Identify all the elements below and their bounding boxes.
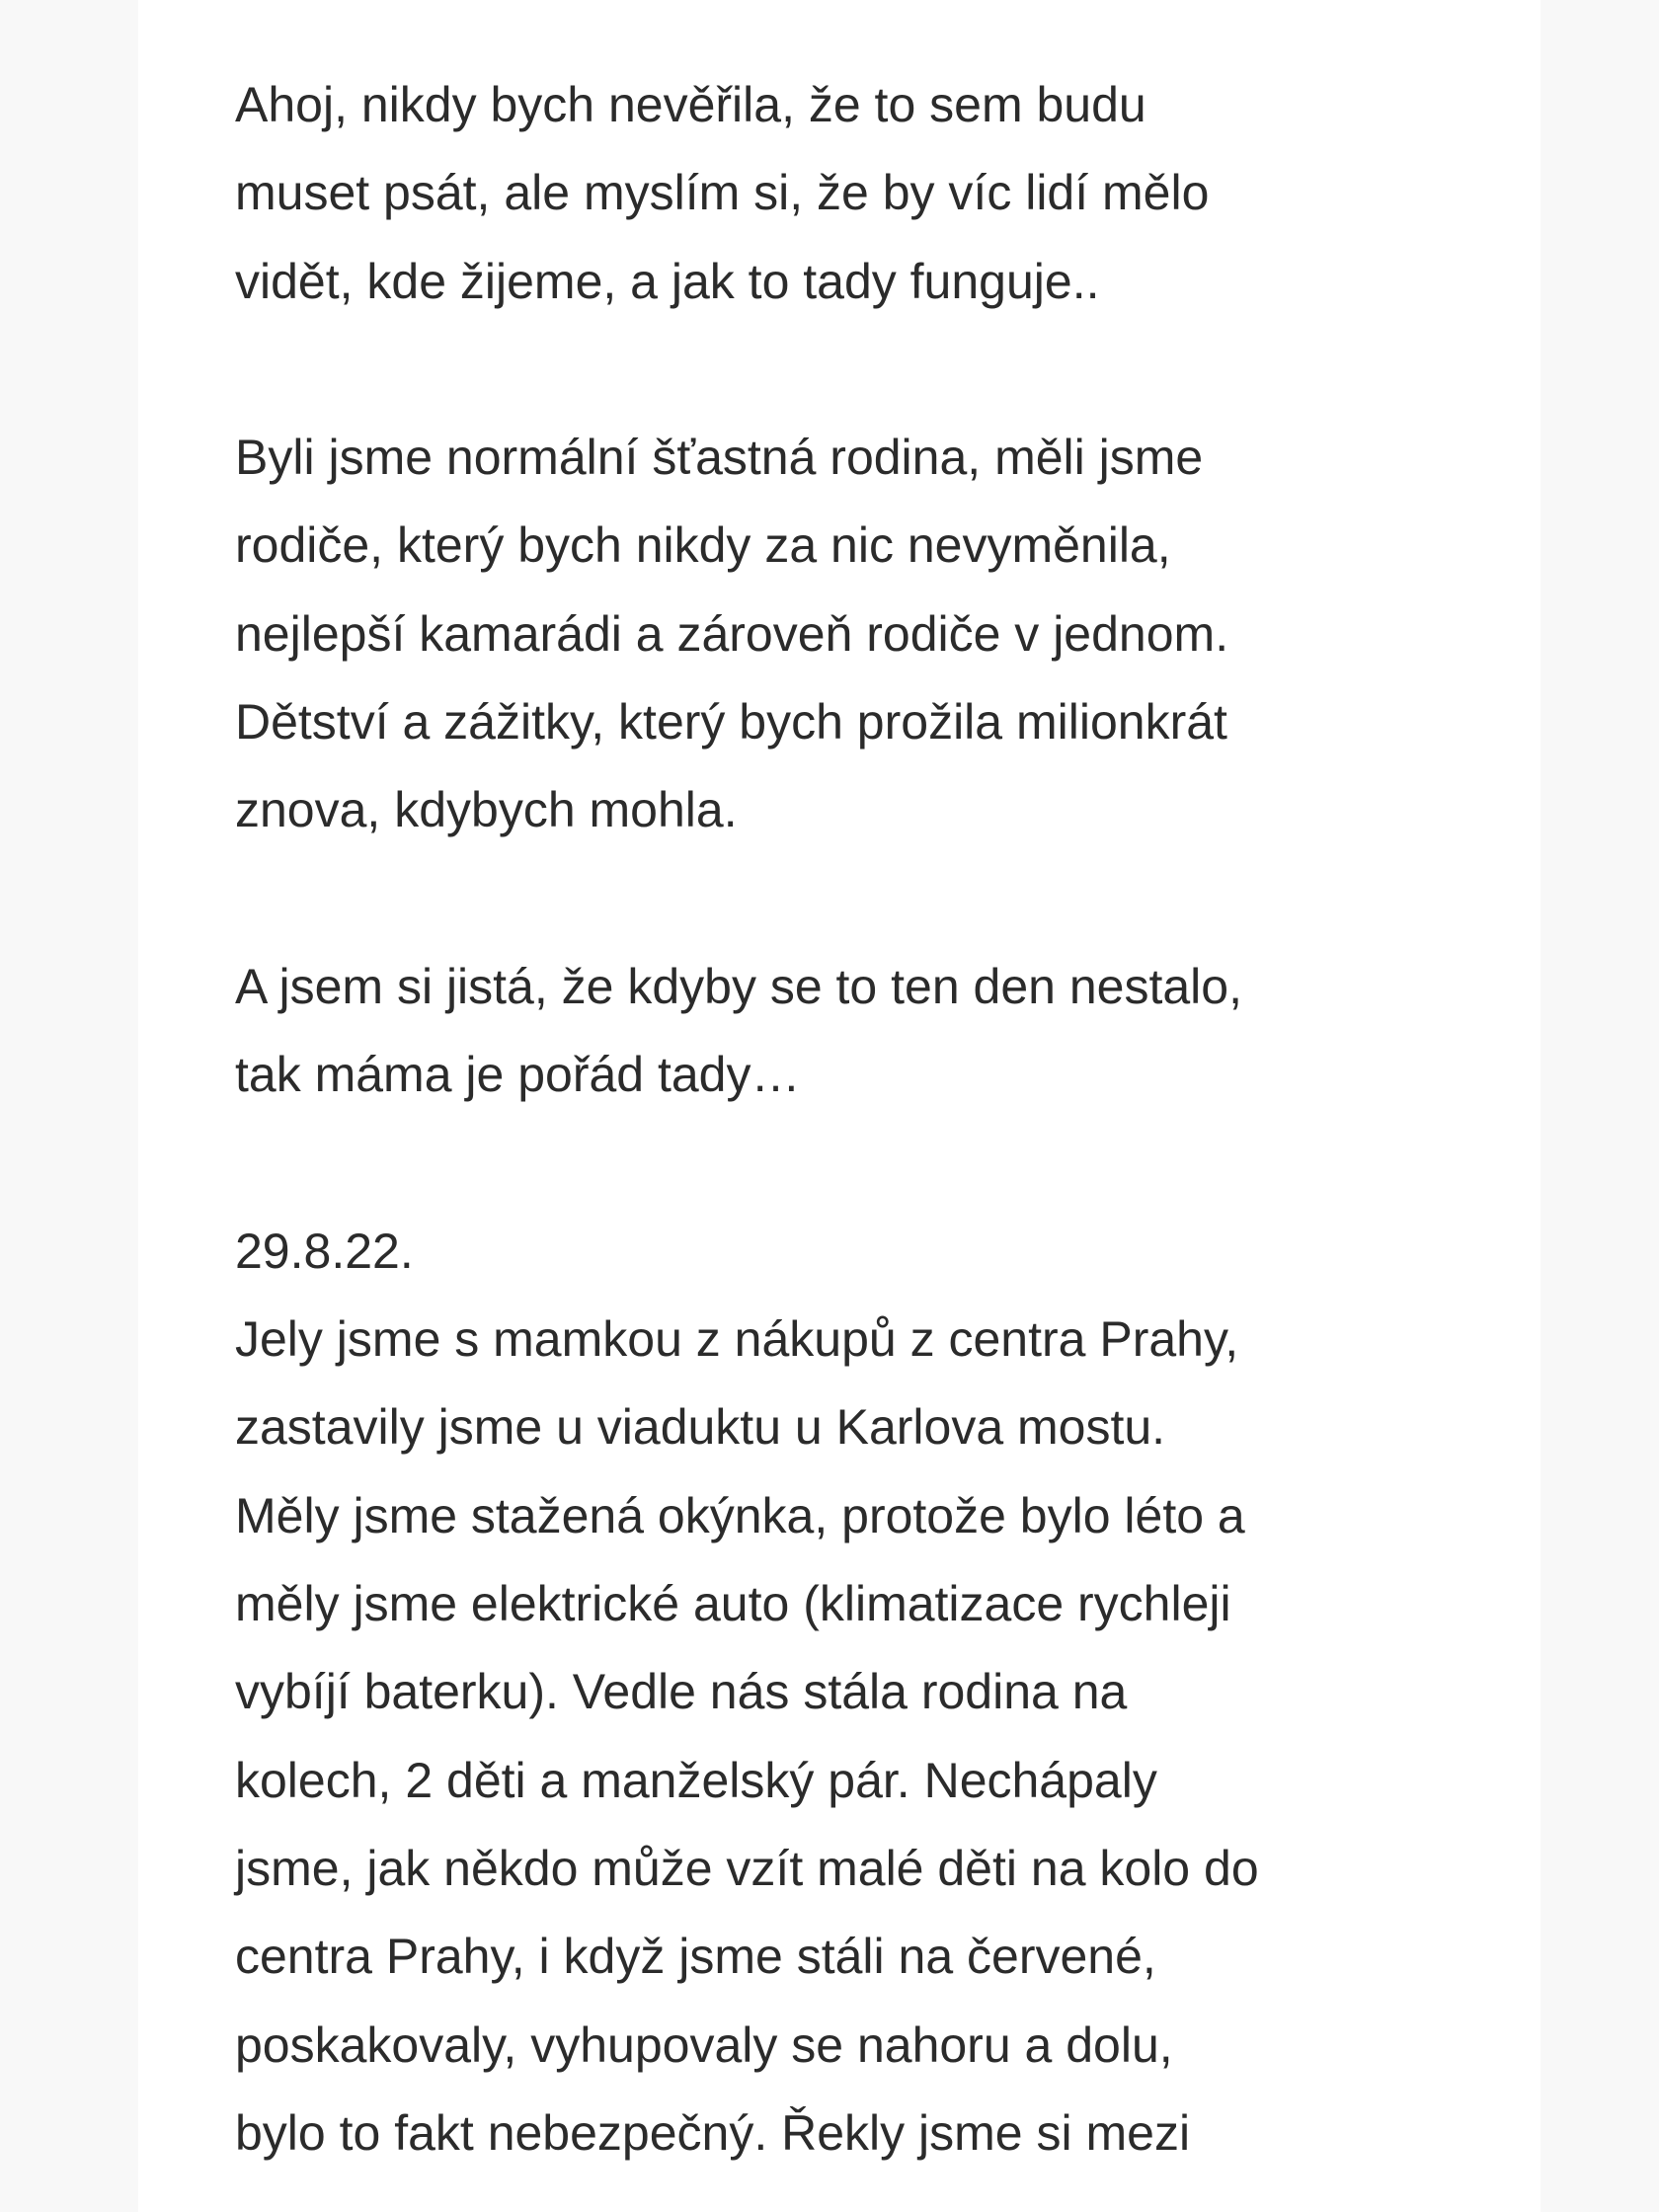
paragraph-family xyxy=(235,414,1469,854)
text-line: zastavily jsme u viaduktu u Karlova mostu. xyxy=(235,1399,1166,1456)
text-line: vidět, kde žijeme, a jak to tady funguje.. xyxy=(235,253,1100,309)
paragraph-mother xyxy=(235,943,1469,1120)
paragraph-story xyxy=(235,1208,1469,2177)
text-line: kolech, 2 děti a manželský pár. Nechápaly xyxy=(235,1752,1157,1808)
text-line: A jsem si jistá, že kdyby se to ten den nestalo, xyxy=(235,958,1242,1014)
text-line: vybíjí baterku). Vedle nás stála rodina na xyxy=(235,1664,1128,1720)
text-line: znova, kdybych mohla. xyxy=(235,782,738,838)
paragraph-gap xyxy=(235,326,1469,414)
text-line: muset psát, ale myslím si, že by víc lidí mělo xyxy=(235,165,1210,221)
text-line: poskakovaly, vyhupovaly se nahoru a dolu, xyxy=(235,2016,1173,2073)
text-line: Měly jsme stažená okýnka, protože bylo léto a xyxy=(235,1487,1245,1543)
text-line: bylo to fakt nebezpečný. Řekly jsme si mezi xyxy=(235,2104,1191,2161)
text-line: jsme, jak někdo může vzít malé děti na kolo do xyxy=(235,1840,1259,1896)
text-line: Jely jsme s mamkou z nákupů z centra Prahy, xyxy=(235,1311,1239,1368)
date-line: 29.8.22. xyxy=(235,1223,414,1279)
text-line: měly jsme elektrické auto (klimatizace rychleji xyxy=(235,1576,1231,1632)
paragraph-greeting xyxy=(235,61,1469,326)
text-line: Ahoj, nikdy bych nevěřila, že to sem budu xyxy=(235,77,1146,132)
paragraph-gap xyxy=(235,855,1469,943)
text-line: Byli jsme normální šťastná rodina, měli jsme xyxy=(235,430,1204,486)
text-line: centra Prahy, i když jsme stáli na červené, xyxy=(235,1929,1156,1985)
text-line: rodiče, který bych nikdy za nic nevyměnila, xyxy=(235,517,1171,574)
text-line: Dětství a zážitky, který bych prožila milionkrát xyxy=(235,694,1227,750)
text-line: nejlepší kamarádi a zároveň rodiče v jednom. xyxy=(235,605,1229,662)
paragraph-gap xyxy=(235,1120,1469,1208)
text-line: tak máma je pořád tady… xyxy=(235,1047,801,1103)
note-text-body[interactable] xyxy=(235,61,1469,2177)
